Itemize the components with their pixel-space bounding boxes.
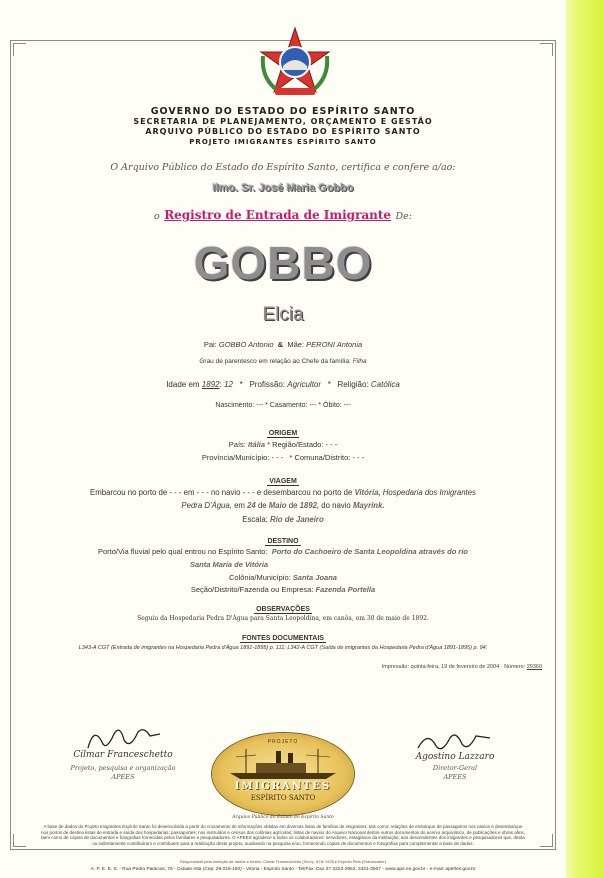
header-line-1: GOVERNO DO ESTADO DO ESPÍRITO SANTO [150, 106, 416, 117]
footer-address: A. P. E. E. S. - Rua Pedro Palácios, 76 - Cidade Alta (Cep: 29.015-160) - Vitória - Espírito Santo - Tel/Fax: Dxx 27 3223-2952, 3321-3507 - www.ape.es.gov.br - e-mail: apeffes.gov.br [90, 867, 476, 872]
header-line-3: ARQUIVO PÚBLICO DO ESTADO DO ESPÍRITO SANTO [145, 127, 421, 136]
coat-of-arms-icon [255, 26, 335, 100]
recipient-name: Ilmo. Sr. José Maria Gobbo [212, 182, 354, 194]
viagem-line-2: Pedra D'Água, em 24 de Maio de 1892, do navio Mayrink. [181, 501, 385, 510]
observacoes-text: Seguiu da Hospedaria Pedra D'Água para Santa Leopoldina, em canôa, em 30 de maio de 1892. [137, 615, 429, 622]
surname: GOBBO [193, 237, 373, 289]
ship-icon [226, 747, 340, 781]
viagem-line-1: Embarcou no porto de - - - em - - - no navio - - - e desembarcou no porto de Vitória, Hospedaria dos Imigrantes [90, 488, 476, 497]
imigrantes-seal: PROJETO IMIGRANTES ESPÍRITO SANTO [212, 733, 354, 815]
origem-provincia-row: Província/Município: - - - * Comuna/Distrito: - - - [201, 453, 365, 462]
fontes-text: L343-A CGT (Entrada de imigrantes na Hospedaria Pedra d'Água 1891-1895) p. 111; L342-A CGT (Saída de imigrantes da Hospedaria Pedra d'Água 1891-1895) p. 94; [78, 645, 488, 651]
impressao-row: Impressão: quinta-feira, 19 de fevereiro de 2004 · Número: 29360 [381, 664, 542, 670]
right-signer-org: APEES [443, 773, 467, 781]
viagem-escala-row: Escala: Rio de Janeiro [242, 515, 324, 524]
right-signer-name: Agostino Lazzaro [415, 752, 495, 762]
datas-row: Nascimento: --- * Casamento: --- * Óbito: --- [215, 402, 351, 409]
observacoes-title-row: OBSERVAÇÕES [256, 606, 310, 613]
given-name: Elcia [262, 304, 304, 325]
footer-credit: Responsável pela inserção de dados e fontes: Cilmar Franceschetto (Servç. 578/ 1925 e Espírito Reis (Estrazzador) [179, 859, 387, 864]
destino-porto-row-2: Santa Maria de Vitória [190, 560, 269, 569]
registro-title: Registro de Entrada de Imigrante [164, 208, 392, 222]
left-signer-org: APEES [111, 773, 135, 781]
side-color-stripe [566, 0, 604, 878]
parents-row: Pai: GOBBO Antonio & Mãe: PERONI Antonia [203, 340, 363, 349]
left-signer-name: Cilmar Franceschetto [73, 750, 173, 760]
right-signer-role: Diretor-Geral [432, 764, 478, 772]
destino-porto-row: Porto/Via fluvial pelo qual entrou no Espírito Santo: Porto do Cachoeiro de Santa Leopoldina através do rio [97, 547, 469, 556]
destino-secao-row: Seção/Distrito/Fazenda ou Empresa: Fazenda Portella [190, 585, 376, 594]
header-line-4: PROJETO IMIGRANTES ESPÍRITO SANTO [189, 138, 377, 146]
parentesco-row: Grau de parentesco em relação ao Chefe da família: Filha [199, 358, 367, 365]
fontes-title-row: FONTES DOCUMENTAIS [242, 635, 324, 642]
registro-heading: o Registro de Entrada de Imigrante De: [154, 208, 412, 222]
certify-text: O Arquivo Público do Estado do Espírito Santo, certifica e confere a/ao: [110, 162, 456, 173]
idade-row: Idade em 1892: 12 * Profissão: Agricultor * Religião: Católica [166, 380, 400, 389]
origem-pais-row: País: Itália * Região/Estado: - - - [228, 440, 338, 449]
seal-caption: Arquivo Público do Estado do Espírito Santo [232, 815, 334, 820]
viagem-title-row: VIAGEM [269, 478, 297, 485]
origem-title-row: ORIGEM [268, 430, 298, 437]
header-line-2: SECRETARIA DE PLANEJAMENTO, ORÇAMENTO E GESTÃO [133, 117, 433, 126]
left-signer-role: Projeto, pesquisa e organização [70, 764, 176, 772]
destino-title-row: DESTINO [267, 538, 299, 545]
destino-colonia-row: Colônia/Município: Santa Joana [229, 573, 337, 582]
footer-text: A base de dados do Projeto Imigrantes Espírito Santo foi desenvolvida a partir do cruzamento de informações obtidas em diversas listas de famílias de imigrantes; tais como: relações de embarque de passageiros nos navios e desembarque nos portos de destino listas de entrada e saída dos hospedarias; passaportes; nos instruídos e censos dos colônias agrícolas; listas de navios do Arquivo Nacional dentre outros documentos do acervo arquivístico, de publicações e obras afins, bem como de cópias de documentos e fotografias fornecidas pelos familiares e pesquisadores. O APEES agradece a todos os colaboradores: servidores, estagiários da instituição; aos descendentes dos imigrantes e pesquisadores que, direta ou indiretamente contribuíram e contribuem para a realização deste projeto, auxiliando na pesquisa e/ou, fornecendo cópias de documentos e fotografias para complementar a base de dados. [40, 824, 526, 846]
